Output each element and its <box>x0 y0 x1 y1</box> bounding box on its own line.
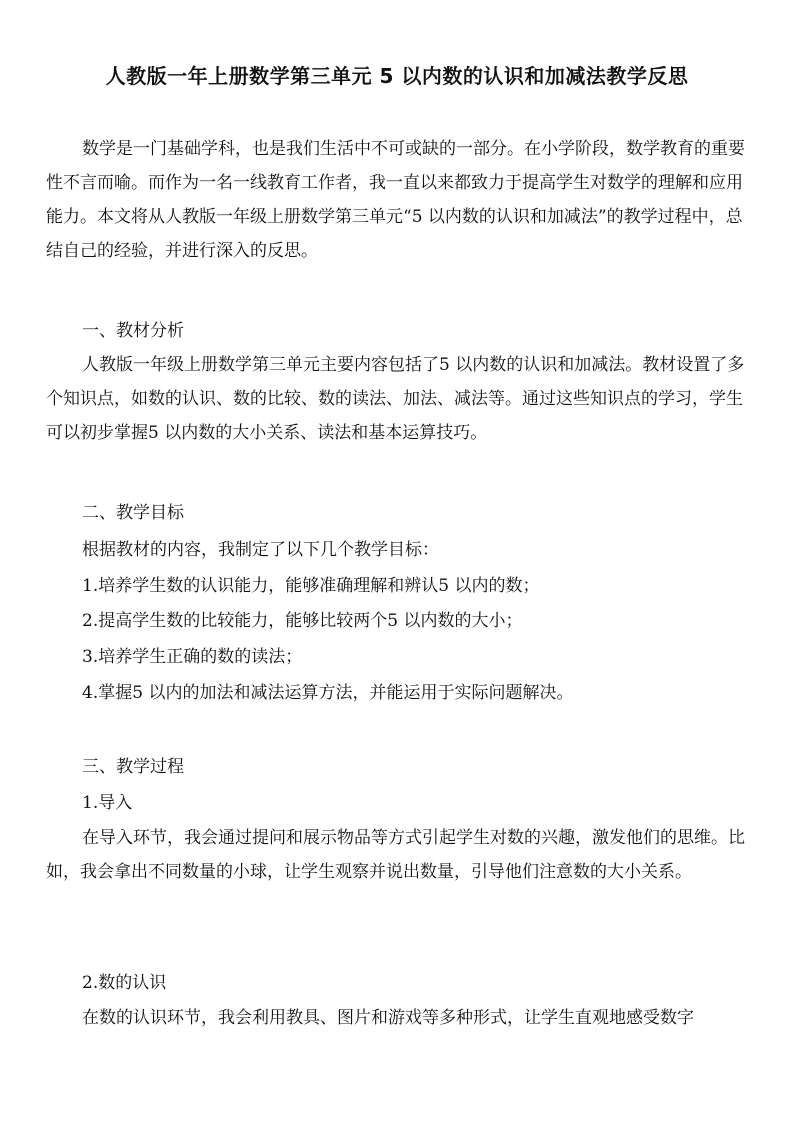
section-1-heading: 一、教材分析 <box>82 321 184 341</box>
section-2-heading: 二、教学目标 <box>82 503 184 523</box>
subsection-2-body: 在数的认识环节，我会利用教具、图片和游戏等多种形式，让学生直观地感受数字 <box>82 1008 694 1028</box>
document-title: 人教版一年上册数学第三单元 5 以内数的认识和加减法教学反思 <box>105 64 689 88</box>
section-1-body: 人教版一年级上册数学第三单元主要内容包括了5 以内数的认识和加减法。教材设置了多个知识点，如数的认识、数的比较、数的读法、加法、减法等。通过这些知识点的学习，学生可以初步掌握5 以内数的大小关系、读法和基本运算技巧。 <box>46 355 745 443</box>
objective-item-1: 1.培养学生数的认识能力，能够准确理解和辨认5 以内的数； <box>82 576 540 596</box>
objective-item-3: 3.培养学生正确的数的读法； <box>82 647 303 667</box>
section-2-intro: 根据教材的内容，我制定了以下几个教学目标： <box>82 540 439 560</box>
objective-item-2: 2.提高学生数的比较能力，能够比较两个5 以内数的大小； <box>82 611 523 631</box>
subsection-2-heading: 2.数的认识 <box>82 973 167 993</box>
subsection-1-heading: 1.导入 <box>82 793 133 813</box>
intro-paragraph: 数学是一门基础学科，也是我们生活中不可或缺的一部分。在小学阶段，数学教育的重要性不言而喻。而作为一名一线教育工作者，我一直以来都致力于提高学生对数学的理解和应用能力。本文将从人教版一年级上册数学第三单元“5 以内数的认识和加减法”的教学过程中，总结自己的经验，并进行深入的反思。 <box>46 139 745 261</box>
subsection-1-body: 在导入环节，我会通过提问和展示物品等方式引起学生对数的兴趣，激发他们的思维。比如，我会拿出不同数量的小球，让学生观察并说出数量，引导他们注意数的大小关系。 <box>46 828 745 882</box>
objective-item-4: 4.掌握5 以内的加法和减法运算方法，并能运用于实际问题解决。 <box>82 683 574 703</box>
section-3-heading: 三、教学过程 <box>82 757 184 777</box>
